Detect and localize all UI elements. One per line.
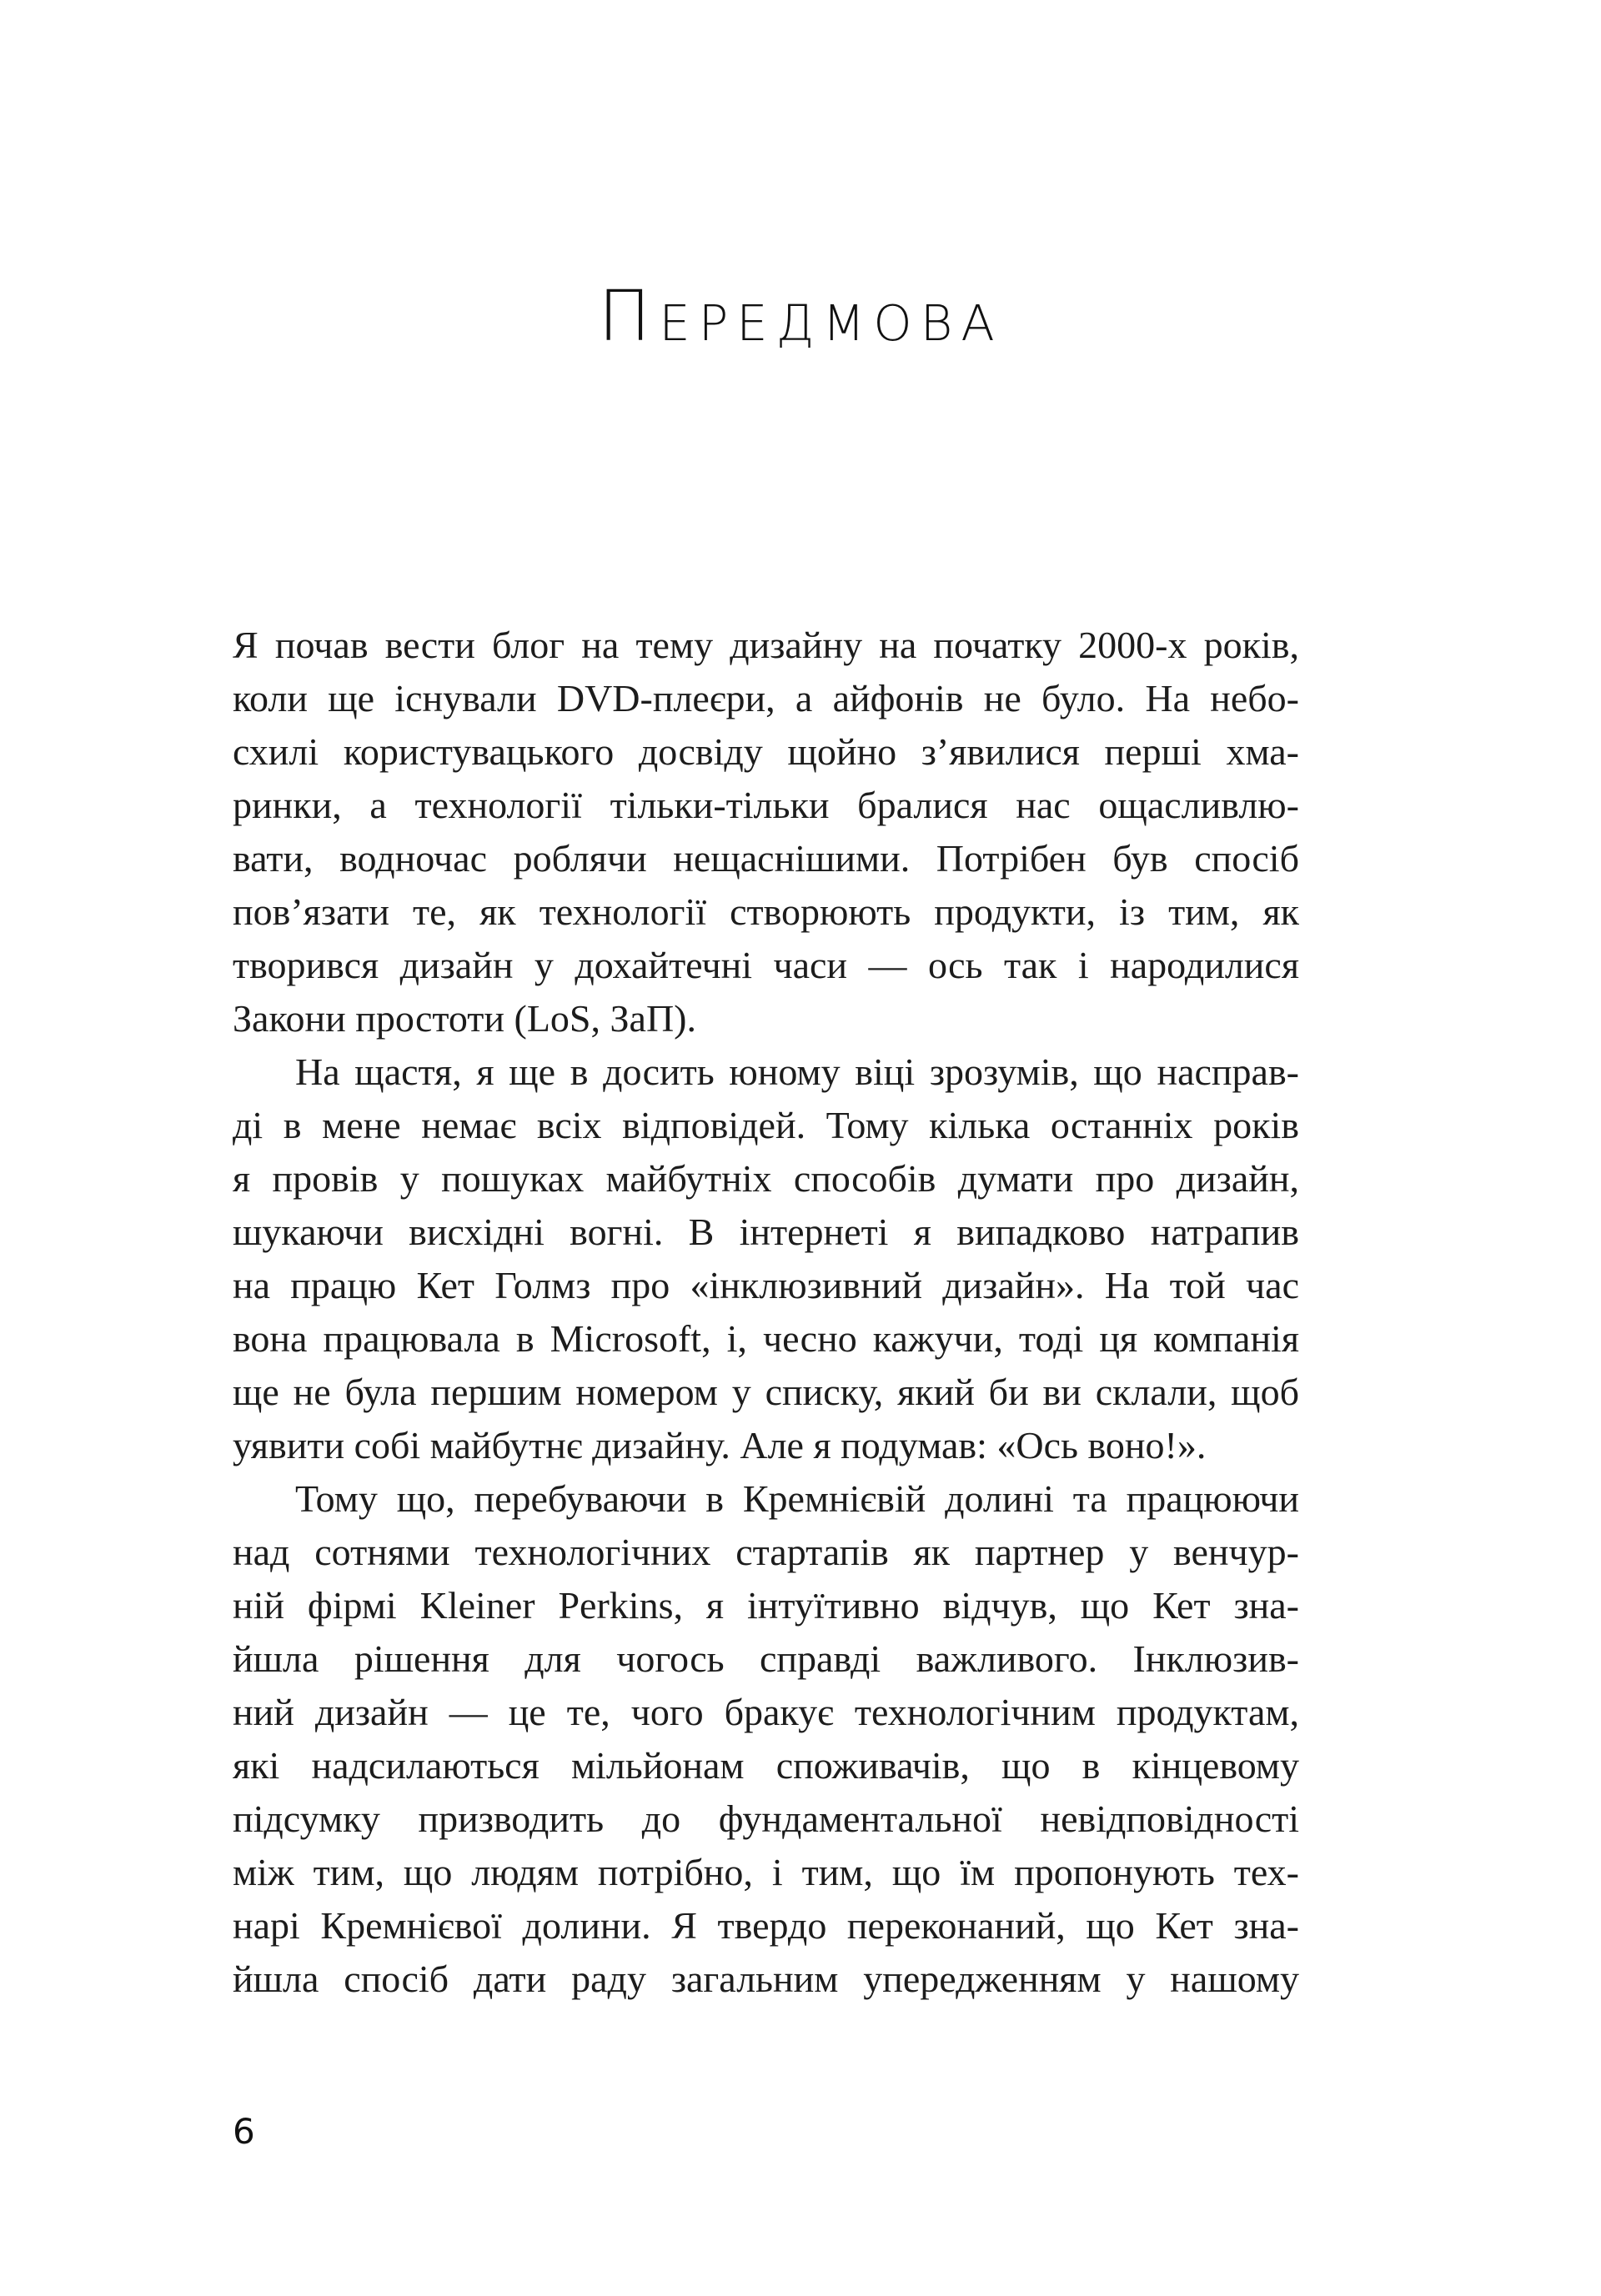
paragraph: [233, 1472, 1299, 2006]
text-line: над сотнями технологічних стартапів як партнер у венчур-: [233, 1531, 1299, 1573]
page-number: 6: [233, 2111, 255, 2152]
paragraph: [233, 1045, 1299, 1472]
page-title: Передмова: [598, 275, 1003, 357]
text-line: На щастя, я ще в досить юному віці зрозумів, що насправ-: [295, 1050, 1299, 1093]
text-line: Закони простоти (LoS, ЗаП).: [233, 997, 696, 1040]
text-line: йшла спосіб дати раду загальним упередженням у нашому: [233, 1958, 1299, 2000]
text-line: Тому що, перебуваючи в Кремнієвій долині та працюючи: [295, 1477, 1299, 1520]
text-line: я провів у пошуках майбутніх способів думати про дизайн,: [233, 1157, 1299, 1200]
text-line: ще не була першим номером у списку, який би ви склали, щоб: [233, 1371, 1299, 1413]
text-line: схилі користувацького досвіду щойно з’явилися перші хма-: [233, 730, 1299, 773]
text-line: нарі Кремнієвої долини. Я твердо переконаний, що Кет зна-: [233, 1904, 1299, 1947]
text-line: на працю Кет Голмз про «інклюзивний дизайн». На той час: [233, 1264, 1299, 1306]
body-text: [233, 619, 1299, 2006]
text-line: Я почав вести блог на тему дизайну на початку 2000-х років,: [233, 624, 1299, 666]
text-line: вона працювала в Microsoft, і, чесно кажучи, тоді ця компанія: [233, 1317, 1299, 1360]
text-line: пов’язати те, як технології створюють продукти, із тим, як: [233, 890, 1299, 933]
text-line: ді в мене немає всіх відповідей. Тому кілька останніх років: [233, 1104, 1299, 1146]
text-line: коли ще існували DVD-плеєри, а айфонів не було. На небо-: [233, 677, 1299, 719]
text-line: підсумку призводить до фундаментальної невідповідності: [233, 1797, 1299, 1840]
text-line: шукаючи висхідні вогні. В інтернеті я випадково натрапив: [233, 1211, 1299, 1253]
text-line: які надсилаються мільйонам споживачів, що в кінцевому: [233, 1744, 1299, 1787]
paragraph: [233, 619, 1299, 1045]
text-line: уявити собі майбутнє дизайну. Але я подумав: «Ось воно!».: [233, 1424, 1207, 1466]
text-line: творився дизайн у дохайтечні часи — ось так і народилися: [233, 944, 1299, 986]
text-line: ний дизайн — це те, чого бракує технологічним продуктам,: [233, 1691, 1299, 1733]
text-line: йшла рішення для чогось справді важливого. Інклюзив-: [233, 1637, 1299, 1680]
text-line: між тим, що людям потрібно, і тим, що їм пропонують тех-: [233, 1851, 1299, 1893]
text-line: ринки, а технології тільки-тільки бралися нас ощасливлю-: [233, 784, 1299, 826]
text-line: вати, водночас роблячи нещаснішими. Потрібен був спосіб: [233, 837, 1299, 880]
text-line: ній фірмі Kleiner Perkins, я інтуїтивно відчув, що Кет зна-: [233, 1584, 1299, 1627]
